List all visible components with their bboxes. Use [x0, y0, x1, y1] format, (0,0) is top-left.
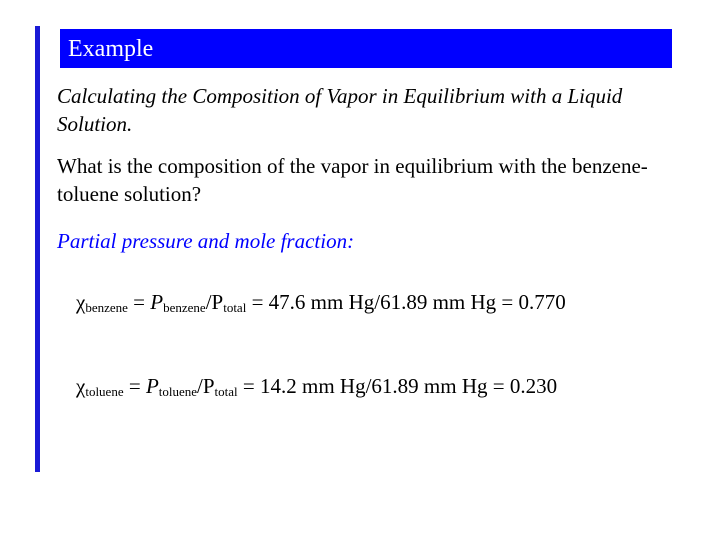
total-subscript: total [214, 384, 238, 399]
section-label: Partial pressure and mole fraction: [57, 229, 355, 253]
equation-result: = 14.2 mm Hg/61.89 mm Hg = 0.230 [237, 374, 558, 398]
question-text: What is the composition of the vapor in equilibrium with the benzene-toluene solution? [57, 154, 648, 206]
title-bar [60, 29, 672, 68]
equals-sign: = [127, 290, 151, 314]
pressure-subscript: benzene [163, 300, 206, 315]
chi-symbol: χ [76, 290, 86, 314]
total-subscript: total [223, 300, 247, 315]
pressure-subscript: toluene [158, 384, 198, 399]
equation-toluene [76, 372, 557, 406]
slide-title: Example [68, 35, 154, 62]
equation-benzene [76, 288, 566, 322]
divide-total-pressure: /P [197, 374, 215, 398]
pressure-symbol: P [150, 290, 164, 314]
divide-total-pressure: /P [205, 290, 224, 314]
slide-subtitle: Calculating the Composition of Vapor in Equilibrium with a Liquid Solution. [57, 84, 623, 136]
chi-subscript: benzene [85, 300, 128, 315]
chi-symbol: χ [76, 374, 86, 398]
chi-subscript: toluene [85, 384, 124, 399]
left-accent-rule [35, 26, 40, 472]
equation-result: = 47.6 mm Hg/61.89 mm Hg = 0.770 [246, 290, 566, 314]
pressure-symbol: P [145, 374, 159, 398]
equals-sign: = [123, 374, 146, 398]
